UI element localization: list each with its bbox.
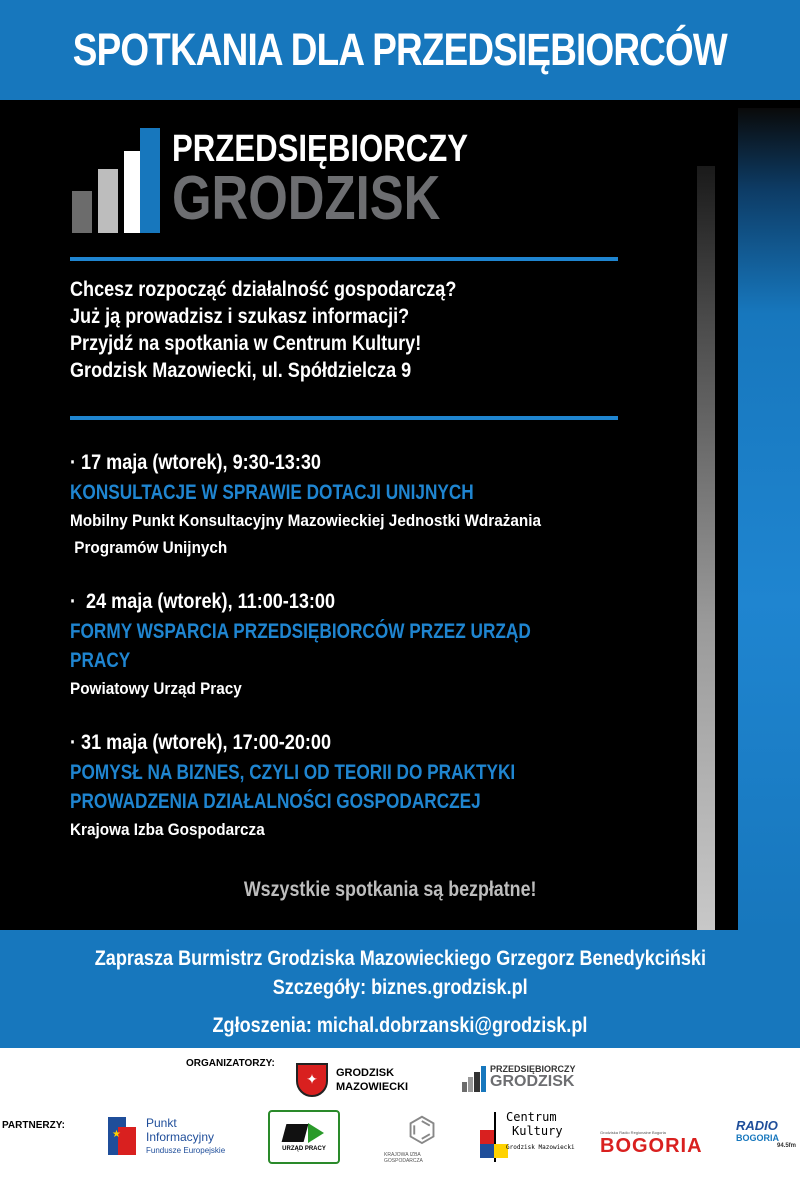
color-block-icon	[480, 1130, 494, 1144]
event-title: PROWADZENIA DZIAŁALNOŚCI GOSPODARCZEJ	[70, 790, 481, 813]
event-organizer: Krajowa Izba Gospodarcza	[70, 820, 265, 839]
intro-text	[70, 276, 670, 384]
details-line	[0, 973, 800, 1002]
p1-line1: Punkt	[146, 1116, 177, 1130]
logo-bar-icon	[474, 1072, 480, 1092]
logo-bar-icon	[72, 191, 92, 233]
crest-icon: ✦	[296, 1063, 328, 1097]
logo-bar-icon	[468, 1077, 473, 1092]
p6-line2: BOGORIA	[736, 1133, 780, 1143]
intro-line: Grodzisk Mazowiecki, ul. Spółdzielcza 9	[70, 359, 412, 382]
punkt-informacyjny-logo	[108, 1108, 242, 1166]
color-block-icon	[480, 1144, 494, 1158]
event-item	[70, 448, 710, 561]
p2-label: URZĄD PRACY	[282, 1145, 326, 1152]
p4-line2: Kultury	[512, 1124, 563, 1138]
p6-line1: RADIO	[736, 1118, 778, 1133]
event-organizer: Programów Unijnych	[70, 538, 228, 557]
event-item	[70, 587, 710, 702]
details-link[interactable]: Szczegóły: biznes.grodzisk.pl	[272, 976, 528, 999]
event-title: FORMY WSPARCIA PRZEDSIĘBIORCÓW PRZEZ URZĄD	[70, 620, 531, 643]
partners-label: PARTNERZY:	[2, 1120, 65, 1131]
event-date: · 17 maja (wtorek), 9:30-13:30	[70, 451, 321, 474]
logo-line2: GRODZISK	[172, 164, 441, 233]
header-banner	[0, 0, 800, 100]
p3-label: KRAJOWA IZBA GOSPODARCZA	[384, 1152, 423, 1164]
divider	[70, 257, 618, 261]
invite-line	[0, 944, 800, 973]
signup-line	[0, 1011, 800, 1040]
arrow-icon	[284, 1123, 324, 1143]
logo-bar-icon	[462, 1082, 467, 1092]
p1-text	[146, 1116, 225, 1158]
p1-line3: Fundusze Europejskie	[146, 1146, 226, 1155]
kig-emblem-icon: ⌬	[407, 1110, 437, 1150]
eu-funds-icon: ★	[108, 1117, 138, 1157]
page-title: SPOTKANIA DLA PRZEDSIĘBIORCÓW	[72, 24, 728, 75]
event-item	[70, 728, 710, 843]
p5-small: Grodziska Radio Regionalne Bogoria	[600, 1130, 666, 1135]
event-title: POMYSŁ NA BIZNES, CZYLI OD TEORII DO PRAKTYKI	[70, 761, 516, 784]
org1-line1: GRODZISK	[336, 1067, 395, 1079]
organizers-label: ORGANIZATORZY:	[186, 1058, 275, 1069]
logo-bar-icon	[98, 169, 118, 233]
signup-email-link[interactable]: Zgłoszenia: michal.dobrzanski@grodzisk.pl	[212, 1014, 588, 1037]
intro-line: Chcesz rozpocząć działalność gospodarczą?	[70, 278, 457, 301]
p1-line2: Informacyjny	[146, 1130, 215, 1144]
urzad-pracy-logo	[268, 1110, 340, 1164]
event-organizer: Powiatowy Urząd Pracy	[70, 679, 242, 698]
org1-text	[336, 1066, 408, 1094]
invite-text: Zaprasza Burmistrz Grodziska Mazowieckiego Grzegorz Benedykciński	[94, 947, 706, 970]
p5-name: BOGORIA	[600, 1135, 703, 1157]
event-organizer: Mobilny Punkt Konsultacyjny Mazowieckiej Jednostki Wdrażania	[70, 511, 542, 530]
radio-bogoria-logo	[736, 1118, 796, 1170]
logo-line1: PRZEDSIĘBIORCZY	[172, 128, 469, 170]
org2-line2: GRODZISK	[490, 1073, 575, 1090]
bogoria-logo	[600, 1130, 712, 1166]
poster-body	[0, 100, 800, 930]
przedsiebiorczy-grodzisk-logo	[72, 128, 472, 233]
logo-bar-icon	[140, 128, 160, 233]
org2-line1: PRZEDSIĘBIORCZY	[490, 1064, 576, 1074]
org1-line2: MAZOWIECKI	[336, 1081, 409, 1093]
sponsors-section	[0, 1048, 800, 1179]
p4-line1: Centrum	[506, 1110, 557, 1124]
grodzisk-mazowiecki-logo	[296, 1062, 408, 1098]
event-title: PRACY	[70, 649, 131, 672]
event-date: · 24 maja (wtorek), 11:00-13:00	[70, 590, 336, 613]
p6-freq: 94.5fm	[776, 1143, 796, 1149]
events-list	[70, 448, 710, 869]
event-date: · 31 maja (wtorek), 17:00-20:00	[70, 731, 331, 754]
free-note	[0, 878, 780, 902]
free-note-text: Wszystkie spotkania są bezpłatne!	[243, 878, 537, 901]
decorative-blue-stripe	[738, 108, 800, 930]
centrum-kultury-logo	[480, 1108, 580, 1164]
intro-line: Przyjdź na spotkania w Centrum Kultury!	[70, 332, 422, 355]
footer-band	[0, 930, 800, 1048]
p4-line3: Grodzisk Mazowiecki	[506, 1144, 575, 1151]
przedsiebiorczy-grodzisk-small-logo	[462, 1062, 582, 1092]
logo-bar-icon	[481, 1066, 486, 1092]
intro-line: Już ją prowadzisz i szukasz informacji?	[70, 305, 410, 328]
divider	[70, 416, 618, 420]
event-title: KONSULTACJE W SPRAWIE DOTACJI UNIJNYCH	[70, 481, 474, 504]
krajowa-izba-gospodarcza-logo	[384, 1108, 460, 1170]
